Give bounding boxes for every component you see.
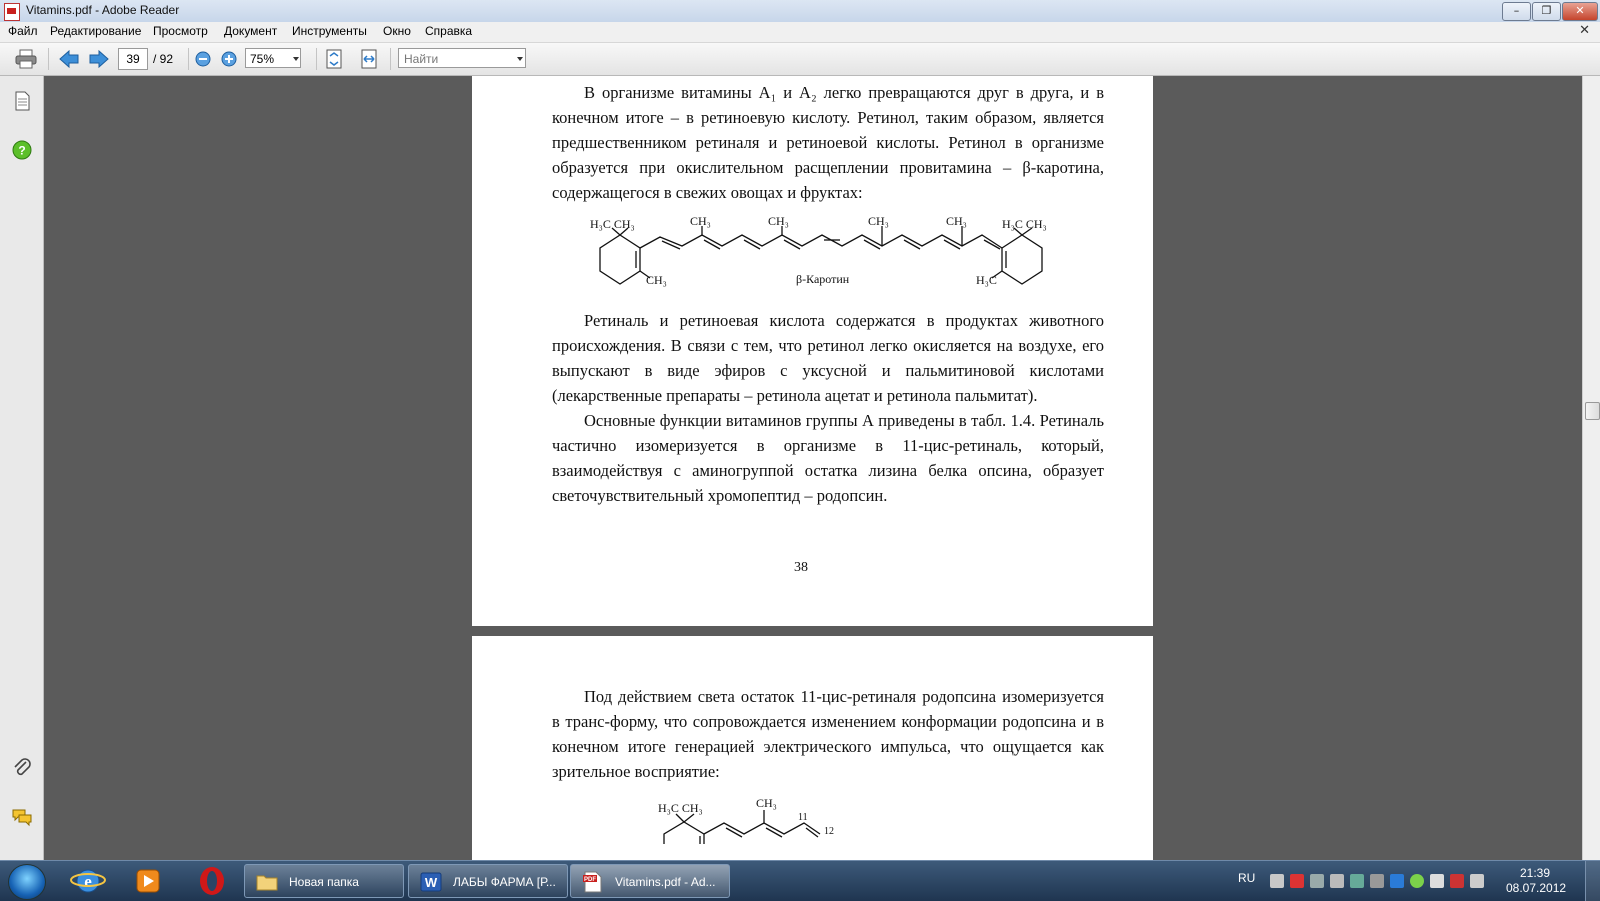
opera-icon[interactable] [192, 865, 232, 897]
help-icon[interactable] [11, 139, 33, 161]
ch3-label-3: CH₃ [868, 216, 889, 228]
carbon-12-label: 12 [824, 826, 834, 837]
page-number: 38 [794, 560, 808, 575]
zoom-out-icon[interactable] [194, 49, 212, 69]
system-clock[interactable] [1506, 866, 1567, 896]
ch3-label-4: CH₃ [946, 216, 967, 228]
find-input[interactable]: Найти [398, 48, 526, 68]
menu-help[interactable]: Справка [425, 24, 473, 38]
pdf-page-38 [472, 76, 1153, 626]
taskbar-button-label: ЛАБЫ ФАРМА [Р... [453, 875, 556, 889]
document-close-icon[interactable]: ✕ [1579, 23, 1590, 38]
previous-page-icon[interactable] [58, 49, 80, 69]
language-indicator[interactable]: RU [1238, 871, 1256, 885]
clock-time: 21:39 [1519, 866, 1551, 880]
internet-explorer-icon[interactable] [68, 865, 108, 897]
toolbar-separator [390, 48, 391, 70]
h3c-bottom-label: H₃C [976, 273, 997, 287]
pages-icon[interactable] [11, 90, 33, 112]
menu-file[interactable]: Файл [8, 24, 38, 38]
start-button[interactable] [8, 864, 46, 900]
beta-carotene-structure [578, 216, 1078, 296]
svg-text:?: ? [18, 143, 26, 158]
retinal-structure [650, 796, 850, 860]
paragraph-text: Под действием света остаток 11-цис-ретиналя родопсина изомеризуется в транс-форму, что сопровождается изменением конформации родопсина и в конечном итоге генерацией электрического импульса, что ощущается как зрительное восприятие: [552, 687, 1104, 781]
ch3-ring-label: CH₃ [646, 273, 667, 287]
windows-taskbar [0, 860, 1600, 901]
title-bar [0, 0, 1600, 23]
tray-bluetooth-icon[interactable] [1390, 874, 1404, 888]
toolbar-separator [188, 48, 189, 70]
pdf-page-39 [472, 636, 1153, 860]
scrollbar-thumb[interactable] [1585, 402, 1600, 420]
taskbar-adobe-reader-button[interactable] [570, 864, 730, 898]
paragraph-text: Ретиналь и ретиноевая кислота содержатся в продуктах животного происхождения. В связи с тем, что ретинол легко окисляется на воздухе, его выпускают в виде эфиров с уксусной и пальмитиновой кислотами (лекарственные препараты – ретинола ацетат и ретинола пальмитат). [552, 311, 1104, 405]
menu-window[interactable]: Окно [383, 24, 411, 38]
ch3-label: CH₃ [756, 796, 777, 810]
taskbar-word-button[interactable] [408, 864, 568, 898]
fit-page-icon[interactable] [323, 49, 345, 69]
show-desktop-button[interactable] [1585, 861, 1600, 901]
page-number-input[interactable]: 39 [118, 48, 148, 70]
taskbar-button-label: Vitamins.pdf - Ad... [615, 875, 716, 889]
clock-date: 08.07.2012 [1506, 881, 1567, 895]
paragraph-text: В организме витамины А₁ и А₂ легко превращаются друг в друга, и в конечном итоге – в ретиноевую кислоту. Ретинол, таким образом, является предшественником ретиналя и ретиноевой кислоты. Ретинол в организме образуется при окислительном расщеплении провитамина – β-каротина, содержащегося в свежих овощах и фруктах: [552, 83, 1104, 202]
adobe-reader-icon [4, 3, 20, 21]
tray-antivirus-icon[interactable] [1290, 874, 1304, 888]
carbon-11-label: 11 [798, 812, 808, 823]
navigation-panel [0, 76, 44, 860]
paragraph-vitamin-a-conversion [552, 80, 1104, 205]
tray-app-icon[interactable] [1310, 874, 1324, 888]
h3c-ch3-left-label: H₃C CH₃ [590, 217, 635, 231]
folder-icon [255, 870, 279, 894]
attachment-icon[interactable] [11, 757, 33, 779]
vertical-scrollbar[interactable] [1582, 76, 1600, 860]
h3c-ch3-right-label: H₃C CH₃ [1002, 217, 1047, 231]
menu-document[interactable]: Документ [224, 24, 278, 38]
media-player-icon[interactable] [128, 865, 168, 897]
zoom-in-icon[interactable] [220, 49, 238, 69]
action-center-flag-icon[interactable] [1430, 874, 1444, 888]
pdf-file-icon [581, 870, 605, 894]
find-dropdown-arrow-icon[interactable] [517, 57, 523, 61]
svg-text:PDF: PDF [584, 877, 596, 883]
network-icon[interactable] [1450, 874, 1464, 888]
paragraph-retinal-sources [552, 308, 1104, 508]
zoom-dropdown-arrow-icon[interactable] [293, 57, 299, 61]
print-icon[interactable] [15, 49, 37, 69]
menu-view[interactable]: Просмотр [153, 24, 208, 38]
maximize-button[interactable]: ❐ [1532, 2, 1561, 21]
paragraph-text: Основные функции витаминов группы А приведены в табл. 1.4. Ретиналь частично изомеризуется в организме в 11-цис-ретиналь, который, взаимодействуя с аминогруппой остатка лизина белка опсина, образует светочувствительный хромопептид – родопсин. [552, 411, 1104, 505]
h3c-ch3-label: H₃C CH₃ [658, 801, 703, 815]
page-total-label: / 92 [153, 52, 174, 66]
tray-app-icon[interactable] [1270, 874, 1284, 888]
minimize-button[interactable]: – [1502, 2, 1531, 21]
next-page-icon[interactable] [88, 49, 110, 69]
tray-app-icon[interactable] [1370, 874, 1384, 888]
tray-app-icon[interactable] [1330, 874, 1344, 888]
tray-app-icon[interactable] [1410, 874, 1424, 888]
tray-app-icon[interactable] [1350, 874, 1364, 888]
ch3-label-2: CH₃ [768, 216, 789, 228]
taskbar-folder-button[interactable] [244, 864, 404, 898]
svg-text:e: e [84, 872, 92, 891]
svg-text:W: W [424, 875, 438, 890]
toolbar-separator [48, 48, 49, 70]
paragraph-rhodopsin [552, 684, 1104, 784]
toolbar [0, 43, 1600, 76]
menu-edit[interactable]: Редактирование [50, 24, 142, 38]
menu-tools[interactable]: Инструменты [292, 24, 367, 38]
window-title: Vitamins.pdf - Adobe Reader [26, 3, 180, 17]
zoom-level-select[interactable]: 75% [245, 48, 301, 68]
toolbar-separator [316, 48, 317, 70]
taskbar-button-label: Новая папка [289, 875, 359, 889]
volume-icon[interactable] [1470, 874, 1484, 888]
menu-bar [0, 22, 1600, 43]
close-button[interactable]: ✕ [1562, 2, 1598, 21]
ch3-label-1: CH₃ [690, 216, 711, 228]
document-view[interactable] [44, 76, 1582, 860]
fit-width-icon[interactable] [358, 49, 380, 69]
word-icon [419, 870, 443, 894]
comments-icon[interactable] [11, 806, 33, 828]
structure-caption: β-Каротин [796, 272, 850, 286]
